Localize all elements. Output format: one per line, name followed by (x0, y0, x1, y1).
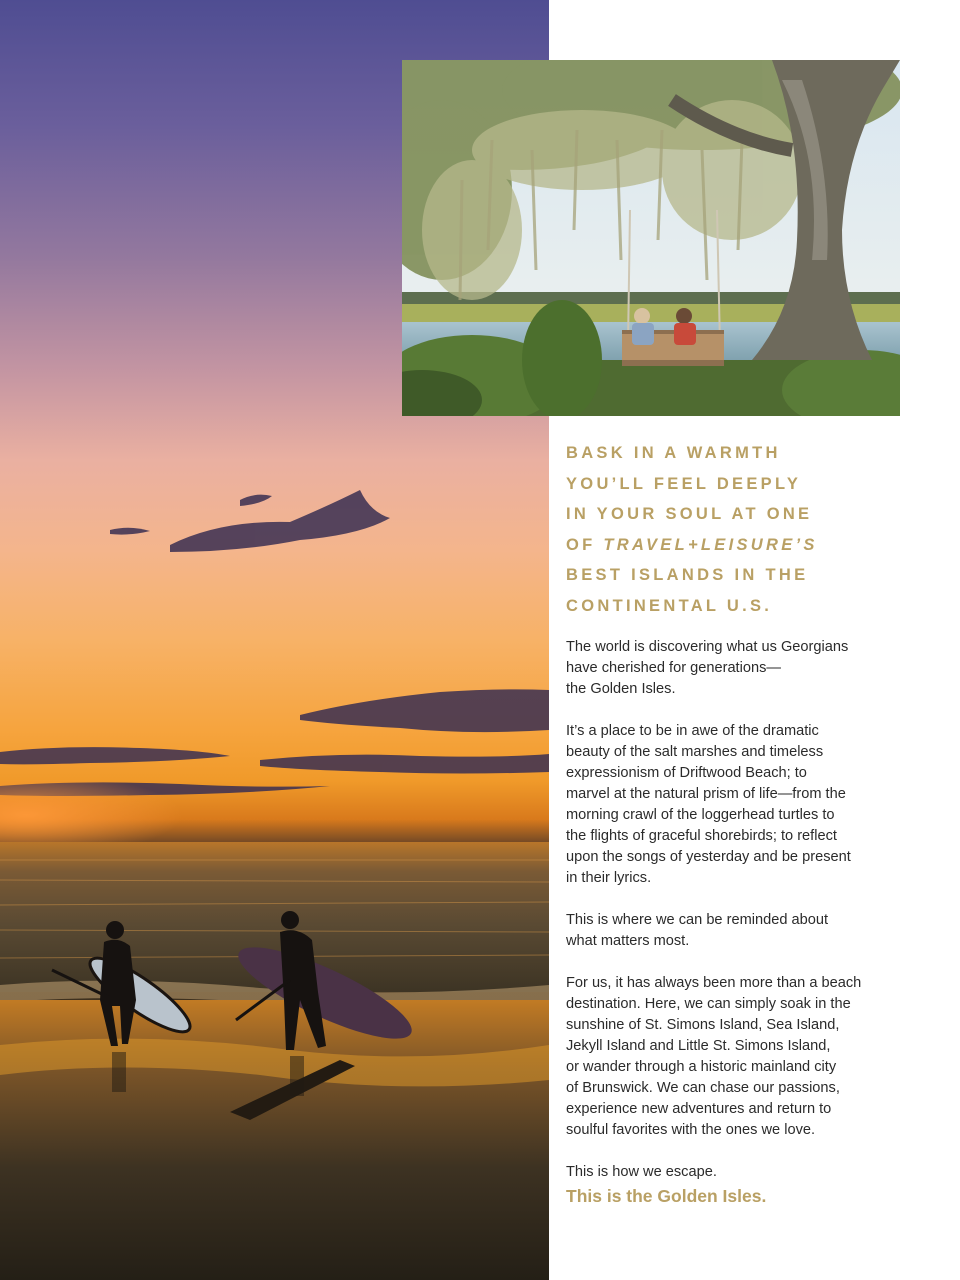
text-line: For us, it has always been more than a beach (566, 975, 862, 991)
headline-prefix: OF (566, 535, 604, 554)
article-text-column (566, 438, 906, 1209)
body-copy (566, 637, 906, 1183)
text-line: have cherished for generations— (566, 660, 781, 676)
headline-line (566, 530, 906, 561)
text-line: The world is discovering what us Georgians (566, 639, 849, 655)
publication-name: TRAVEL+LEISURE’S (603, 535, 818, 554)
headline (566, 438, 906, 621)
text-line: morning crawl of the loggerhead turtles to (566, 807, 835, 823)
cloud-group (0, 490, 549, 796)
text-line: destination. Here, we can simply soak in the (566, 996, 851, 1012)
text-line: This is how we escape. (566, 1164, 717, 1180)
text-line: soulful favorites with the ones we love. (566, 1122, 816, 1138)
text-line: upon the songs of yesterday and be present (566, 849, 851, 865)
text-line: Jekyll Island and Little St. Simons Island, (566, 1038, 831, 1054)
text-line: It’s a place to be in awe of the dramatic (566, 723, 819, 739)
headline-line: CONTINENTAL U.S. (566, 596, 773, 615)
live-oak-swing-photo (402, 60, 900, 416)
text-line: beauty of the salt marshes and timeless (566, 744, 824, 760)
text-line: marvel at the natural prism of life—from the (566, 786, 846, 802)
text-line: This is where we can be reminded about (566, 912, 829, 928)
paragraph (566, 637, 906, 700)
text-line: in their lyrics. (566, 870, 652, 886)
headline-line: BEST ISLANDS IN THE (566, 566, 809, 584)
paragraph (566, 1162, 906, 1183)
text-line: of Brunswick. We can chase our passions, (566, 1080, 840, 1096)
text-line: what matters most. (566, 933, 690, 949)
paragraph (566, 973, 906, 1141)
paragraph (566, 721, 906, 889)
text-line: the Golden Isles. (566, 681, 676, 697)
closing-tagline: This is the Golden Isles. (566, 1186, 767, 1206)
text-line: or wander through a historic mainland city (566, 1059, 837, 1075)
text-line: expressionism of Driftwood Beach; to (566, 765, 807, 781)
headline-line: BASK IN A WARMTH (566, 444, 781, 462)
text-line: the flights of graceful shorebirds; to reflect (566, 828, 837, 844)
headline-line: IN YOUR SOUL AT ONE (566, 505, 813, 523)
headline-line: YOU’LL FEEL DEEPLY (566, 474, 802, 493)
text-line: experience new adventures and return to (566, 1101, 832, 1117)
paragraph (566, 910, 906, 952)
text-line: sunshine of St. Simons Island, Sea Island, (566, 1017, 840, 1033)
